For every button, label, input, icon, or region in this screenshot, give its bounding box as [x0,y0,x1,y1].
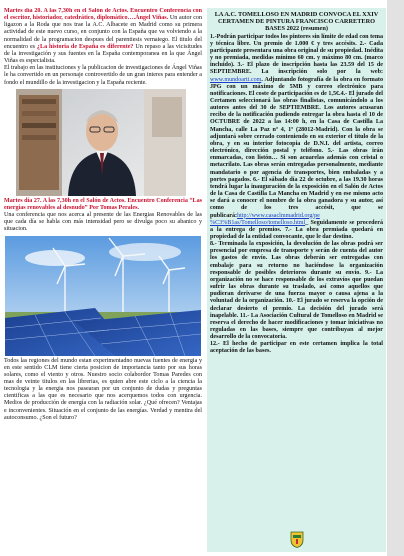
event-1-question: ¿La historia de España es diferente? [36,43,134,50]
event-1-title: Martes día 20. A las 7,30h en el Salón de Actos. Encuentro Conferencia con el escritor, historiador, catedrático, diplomático….Ángel Viñas. [4,8,202,22]
certamen-bases-2: 8.- Terminada la exposición, la devolución de las obras podrá ser presencial por empresa de transporte y serán de cuenta del autor los gastos de envío. Las obras deberán ser entregadas con embalaje para su retorno no haciéndose la organización responsable de posibles deterioros durante su envío. 9.- La organización no se hace responsable de los extravíos que puedan sufrir las obras durante su traslado, así como aquellos que pudieran derivarse de una fuerza mayor o causa ajena a la voluntad de la organización. 10.- El jurado se reserva la opción de declarar desierto el premio. La decisión del jurado será inapelable. 11.- La Asociación Cultural de Tomelloso en Madrid se reserva el derecho de hacer modificaciones y tomar iniciativas no reguladas en las bases, siempre que contribuyan al mejor desarrollo de la convocatoria. [210,241,383,341]
speaker-portrait-image [16,89,186,196]
certamen-bases-1: 1.-Podrán participar todos los pintores sin límite de edad con tema y técnica libre. Un premio de 1.000 € y tres accésits. 2.- Cada participante presentara una obra original de su propiedad. Inédita y no premiada, medidas mínimo 60 cm. y máximo 80 cm. (marco incluido). 3.- El plazo de inscripción hasta las 23.59 del 15 de SEPTIEMBRE. La inscripción solo por la web: www.mundoarti.com. Adjuntando fotografía de la obra en formato JPG con un máximo de 5MB y correo electrónico para notificaciones. El coste de participación es de 1,5€.4.- El jurado del Certamen seleccionará las obras finalistas, comunicándolo a los autores antes del 30 de SEPTIEMBRE. Los autores acusaran recibo de la notificación pudiendo entregar la obra hasta el 10 de OCTUBRE de 2022 a las 14:00 h, en la Casa de Castilla La Mancha, calle La Paz nº 4, 1º (28012-Madrid). Con la obra se adjuntará sobre cerrado conteniendo en su exterior el título de la obra, y en su interior fotocopia de D.N.I. del artista, correo electrónico, dirección postal y teléfono. 5.- Las obras irán enmarcadas, con listón… Si son acuarelas además con cristal o metacrilato. Las obras serán entregadas personalmente, mediante mandatario o por agencia de transportes, bien embaladas y a portes pagados. 6.- El sábado día 22 de octubre, a las 19.30 horas tendrá lugar la inauguración de la exposición en el Salón de Actos de la Casa de Castilla La Mancha en Madrid y en ese mismo acto se dará a conocer el nombre de la obra ganadora y su autor, así como de los tres accésit, que se publicará:http://www.casaclmmadrid.org/pe %C3%B1as/Tomelloso/tomelloso.html_ Seguidamente se procederá a la entrega de premios. 7.- La obra premiada quedará en propiedad de la entidad convocante, que le dar destino. [210,33,383,240]
event-1-text: Un autor con ligazon a la Roda que nos trae la A.C. Albacete en Madrid como su primera actividad de este nuevo curso, en conjunto con la España que va volviendo a la normalidad de la programacion despues del parentiesis vernaiego. El titulo del encuentro es [4,15,202,50]
wind-solar-image [5,236,201,356]
casaclm-link[interactable]: http://www.casaclmmadrid.org/pe %C3%B1as/Tomelloso/tomelloso.html [210,212,320,226]
right-column [207,8,386,552]
coat-of-arms-icon [290,531,304,548]
event-1-paragraph [4,8,202,65]
certamen-bases-3: 12.- El hecho de participar en este certamen implica la total aceptación de las bases. [210,341,383,355]
speaker-photo [16,89,186,196]
event-2-paragraph-2: Todos las regiones del mundo estan experimentadno nuevas fuentes de energia y en este sentido CLM tiene cierta posicion de importancia tanto por sus horas solares, como el viento y otros. Nuestro socio colabordor Tomas Paredes con mas de veinte titulos en las librerias, es quien abre este ciclo a la ciencia la tecnologia y la energia nos pasearan por un conjunto de dudas y preguntas cientificas a las que es necesario que nos acerquemos todos con urgencia. Medios de producción de energía con la radiación solar. ¿Qué ofrecen? Ventajas e inconvenientes. Situación en el conjunto de las energías. Verdad y mentira del autoconsumo. ¿Son el futuro? [4,357,202,421]
event-1-text-2: Un repaso a las vicisitudes de la investigación y sus fuentes en la España contemporanea en la que Ángel Viñas es especialista. [4,43,202,65]
event-2-paragraph: Una conferencia que nos acerca al presente de las Energias Renovables de las que cada día se habla con más intensidad pero se divulga poco su abanico y situacion. [4,212,202,233]
page-edge-strip [387,0,404,556]
mundoarti-link[interactable]: www.mundoarti.com [210,76,262,83]
event-1-paragraph-2: El trabajo en las instituciones y la publicacion de investigaciones de Ángel Viñas le ha convertido en un personaje controvertido de un gran interes para entender a fondo el mundillo de la investigacion y la España reciente. [4,65,202,86]
certamen-heading: LA A.C. TOMELLOSO EN MADRID CONVOCA EL XXIV CERTAMEN DE PINTURA FRANCISCO CARRETERO BASES 2022 (resumen) [214,11,379,33]
event-2-title: Martes día 27. A las 7,30h en el Salón de Actos. Encuentro Conferencia “Las energías renovables al desnudo” Por Tomas Perales. [4,197,202,211]
left-column [4,8,202,552]
renewables-photo [5,236,201,356]
